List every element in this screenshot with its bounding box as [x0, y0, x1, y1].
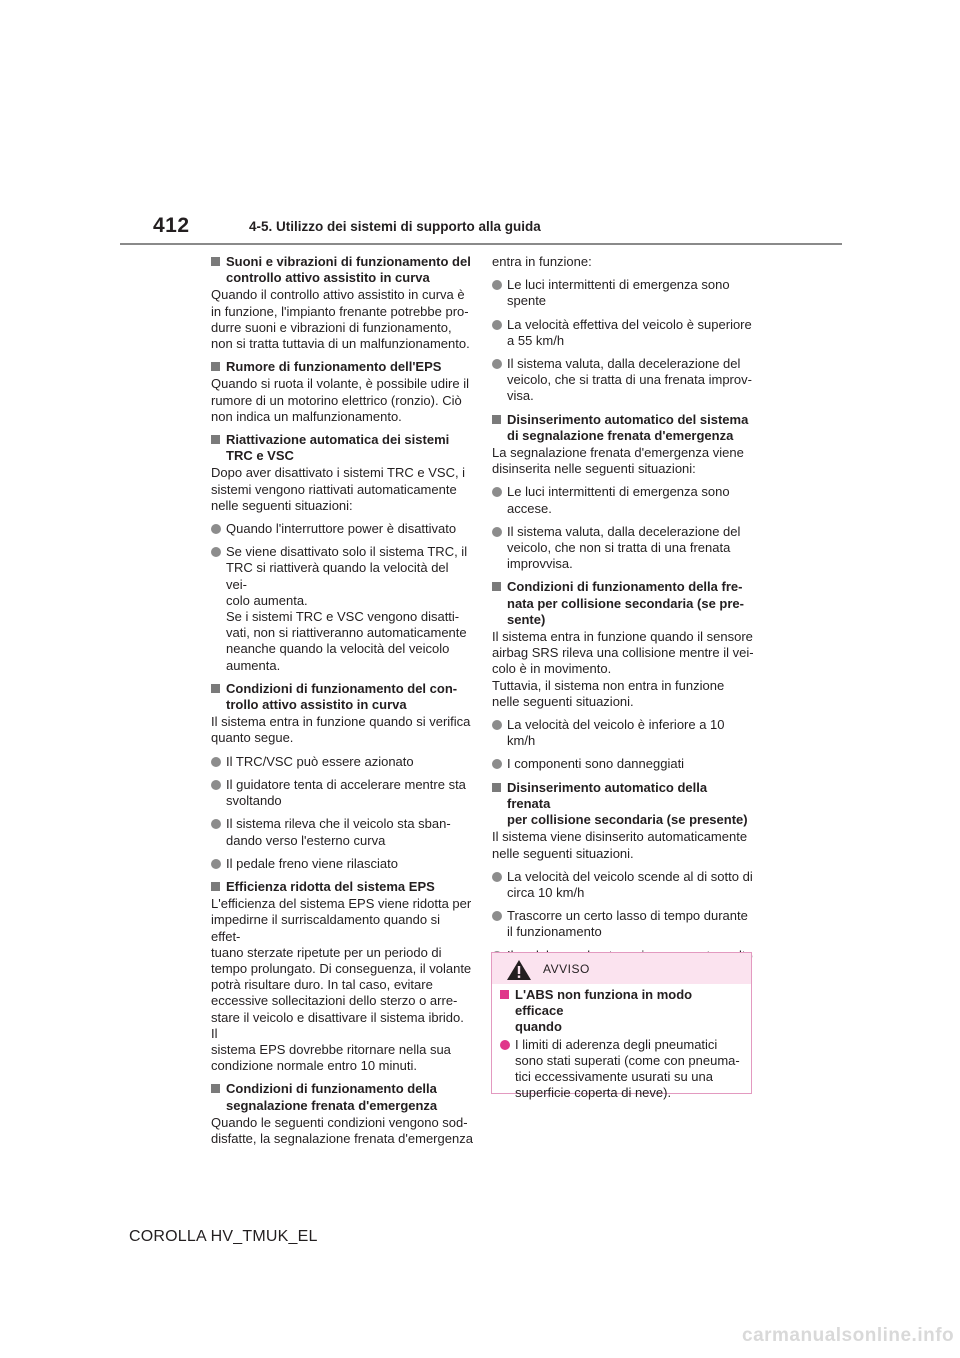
square-bullet-icon: [500, 990, 509, 999]
square-bullet-icon: [211, 882, 220, 891]
warning-box: [491, 952, 752, 1101]
section-secondary-disable: [492, 780, 754, 964]
round-bullet-icon: [492, 759, 502, 769]
section-eps-efficiency: [211, 879, 473, 1074]
round-bullet-icon: [211, 547, 221, 557]
section-text: Il sistema viene disinserito automaticamente nelle seguenti situazioni.: [492, 829, 748, 861]
round-bullet-icon: [500, 1040, 510, 1050]
list-item: Quando l'interruttore power è disattivato: [211, 521, 473, 537]
round-bullet-icon: [492, 359, 502, 369]
square-bullet-icon: [492, 783, 501, 792]
section-curve-noise: [211, 254, 473, 352]
list-item: Le luci intermittenti di emergenza sono spente: [492, 277, 754, 309]
round-bullet-icon: [492, 320, 502, 330]
list-item: Il sistema valuta, dalla decelerazione del veicolo, che non si tratta di una frenata improvvisa.: [492, 524, 754, 573]
list-item: Il sistema valuta, dalla decelerazione del veicolo, che si tratta di una frenata improv- visa.: [492, 356, 754, 405]
section-heading: Suoni e vibrazioni di funzionamento del controllo attivo assistito in curva: [211, 254, 473, 286]
list-item: La velocità del veicolo è inferiore a 10 km/h: [492, 717, 754, 749]
section-heading: Riattivazione automatica dei sistemi TRC e VSC: [211, 432, 473, 464]
section-curve-conditions: [211, 681, 473, 872]
warning-heading: L'ABS non funziona in modo efficace quando: [500, 987, 743, 1036]
square-bullet-icon: [492, 582, 501, 591]
section-secondary-collision: [492, 579, 754, 772]
section-eps-noise: [211, 359, 473, 425]
section-text: Dopo aver disattivato i sistemi TRC e VSC, i sistemi vengono riattivati automaticamente nelle seguenti situazioni:: [211, 465, 466, 513]
watermark: carmanualsonline.info: [742, 1325, 955, 1346]
left-column: [211, 254, 473, 1154]
list-item: La velocità del veicolo scende al di sotto di circa 10 km/h: [492, 869, 754, 901]
right-column: [492, 254, 754, 971]
section-emergency-signal-cont: [492, 254, 754, 405]
round-bullet-icon: [492, 911, 502, 921]
section-text: Il sistema entra in funzione quando il sensore airbag SRS rileva una collisione mentre il vei- colo è in movimento. Tuttavia, il sistema non entra in funzione nelle seguenti situazioni.: [492, 629, 754, 709]
round-bullet-icon: [492, 527, 502, 537]
round-bullet-icon: [492, 280, 502, 290]
list-item: La velocità effettiva del veicolo è superiore a 55 km/h: [492, 317, 754, 349]
square-bullet-icon: [211, 362, 220, 371]
square-bullet-icon: [211, 684, 220, 693]
section-heading: Disinserimento automatico della frenata per collisione secondaria (se presente): [492, 780, 754, 829]
section-heading: Efficienza ridotta del sistema EPS: [211, 879, 473, 895]
section-title: 4-5. Utilizzo dei sistemi di supporto alla guida: [249, 219, 541, 234]
square-bullet-icon: [211, 257, 220, 266]
square-bullet-icon: [211, 435, 220, 444]
round-bullet-icon: [492, 487, 502, 497]
section-emergency-signal: [211, 1081, 473, 1147]
section-text: Quando le seguenti condizioni vengono sod- disfatte, la segnalazione frenata d'emergenza: [211, 1114, 473, 1146]
list-item: Il guidatore tenta di accelerare mentre sta svoltando: [211, 777, 473, 809]
section-heading: Condizioni di funzionamento della fre- nata per collisione secondaria (se pre- sente): [492, 579, 754, 628]
round-bullet-icon: [211, 780, 221, 790]
list-item: Trascorre un certo lasso di tempo durante il funzionamento: [492, 908, 754, 940]
round-bullet-icon: [492, 720, 502, 730]
section-heading: Condizioni di funzionamento del con- trollo attivo assistito in curva: [211, 681, 473, 713]
warning-body: [500, 987, 743, 1108]
list-item: I componenti sono danneggiati: [492, 756, 754, 772]
list-item: Il TRC/VSC può essere azionato: [211, 754, 473, 770]
section-emergency-disable: [492, 412, 754, 573]
header-divider: [120, 243, 842, 245]
round-bullet-icon: [211, 757, 221, 767]
section-heading: Disinserimento automatico del sistema di segnalazione frenata d'emergenza: [492, 412, 754, 444]
list-item: Se viene disattivato solo il sistema TRC, il TRC si riattiverà quando la velocità del vei- colo aumenta. Se i sistemi TRC e VSC vengono disatti- vati, non si riattiveranno automaticamente neanche quando la velocità del veicolo aumenta.: [211, 544, 473, 674]
section-trc-vsc: [211, 432, 473, 674]
square-bullet-icon: [492, 415, 501, 424]
list-item: I limiti di aderenza degli pneumatici sono stati superati (come con pneuma- tici eccessivamente usurati su una superficie coperta di neve).: [500, 1037, 743, 1102]
section-heading: Condizioni di funzionamento della segnalazione frenata d'emergenza: [211, 1081, 473, 1113]
list-item: Le luci intermittenti di emergenza sono accese.: [492, 484, 754, 516]
section-heading: Rumore di funzionamento dell'EPS: [211, 359, 473, 375]
section-text: Quando il controllo attivo assistito in curva è in funzione, l'impianto frenante potrebbe pro- durre suoni e vibrazioni di funzionamento, non si tratta tuttavia di un malfunzionamento.: [211, 287, 470, 352]
warning-triangle-icon: [506, 959, 532, 986]
warning-label: AVVISO: [543, 962, 590, 976]
list-item: Il sistema rileva che il veicolo sta sban- dando verso l'esterno curva: [211, 816, 473, 848]
section-text: Il sistema entra in funzione quando si verifica quanto segue.: [211, 714, 471, 746]
section-text: Quando si ruota il volante, è possibile udire il rumore di un motorino elettrico (ronzio). Ciò non indica un malfunzionamento.: [211, 376, 469, 424]
warning-header: [492, 953, 751, 984]
section-text: L'efficienza del sistema EPS viene ridotta per impedirne il surriscaldamento quando si effet- tuano sterzate ripetute per un periodo di tempo prolungato. Di conseguenza, il volante potrà risultare duro. In tal caso, evitare eccessive sollecitazioni dello sterzo o arre- stare il veicolo e disattivare il sistema ibrido. Il sistema EPS dovrebbe ritornare nella sua condizione normale entro 10 minuti.: [211, 896, 472, 1074]
square-bullet-icon: [211, 1084, 220, 1093]
round-bullet-icon: [211, 524, 221, 534]
section-text: La segnalazione frenata d'emergenza viene disinserita nelle seguenti situazioni:: [492, 445, 744, 477]
round-bullet-icon: [211, 859, 221, 869]
model-code-footer: COROLLA HV_TMUK_EL: [129, 1228, 318, 1245]
page-number: 412: [153, 214, 190, 237]
round-bullet-icon: [492, 872, 502, 882]
round-bullet-icon: [211, 819, 221, 829]
list-item: Il pedale freno viene rilasciato: [211, 856, 473, 872]
section-text: entra in funzione:: [492, 254, 592, 269]
